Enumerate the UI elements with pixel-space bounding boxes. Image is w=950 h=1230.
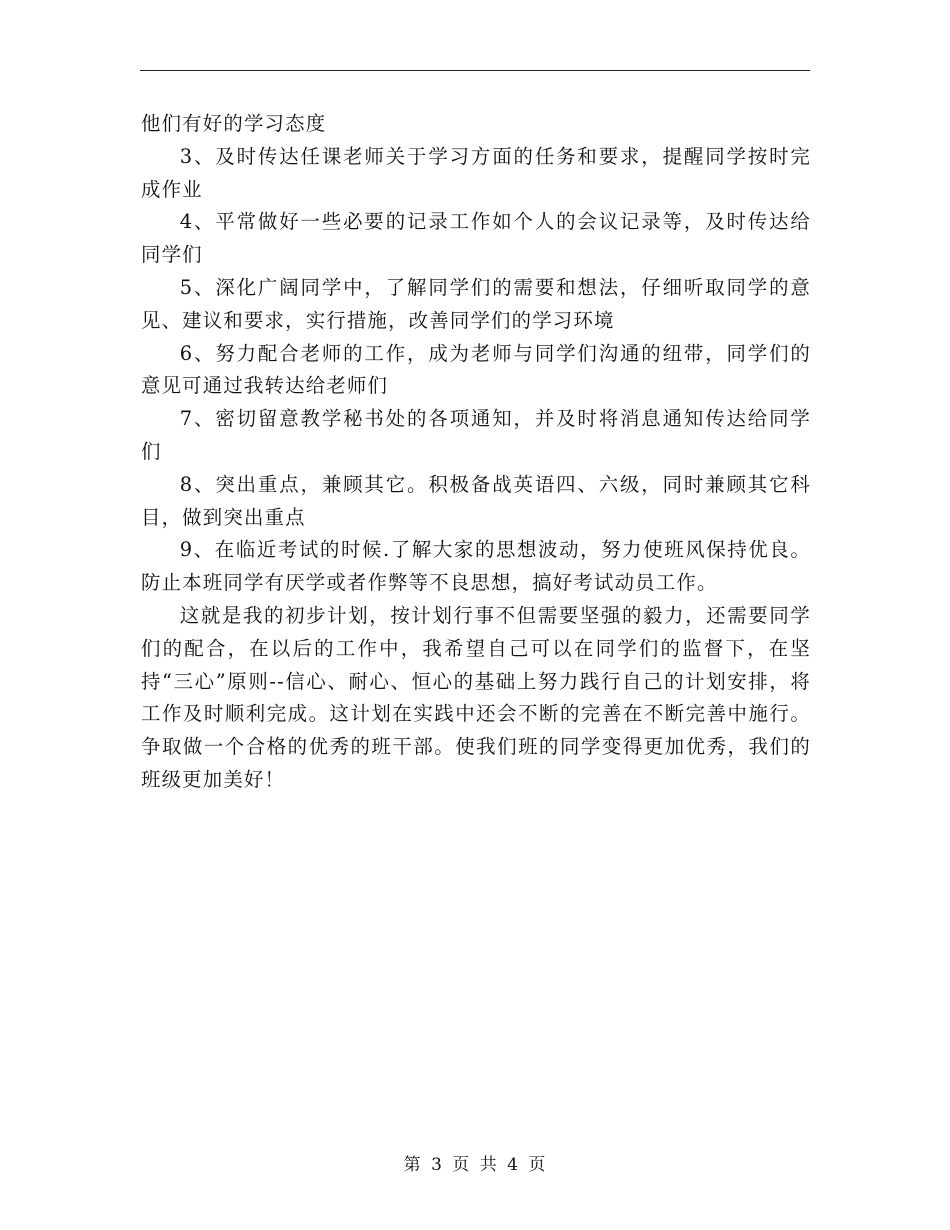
list-item-8: 8、突出重点，兼顾其它。积极备战英语四、六级，同时兼顾其它科目，做到突出重点 [141,472,811,529]
document-body [141,108,811,797]
list-item-3: 3、及时传达任课老师关于学习方面的任务和要求，提醒同学按时完成作业 [141,144,811,201]
list-item-5: 5、深化广阔同学中，了解同学们的需要和想法，仔细听取同学的意见、建议和要求，实行措施，改善同学们的学习环境 [141,275,811,332]
list-item-7: 7、密切留意教学秘书处的各项通知，并及时将消息通知传达给同学们 [141,407,811,463]
paragraph-continuation: 他们有好的学习态度 [141,112,327,135]
page-number-footer: 第 3 页 共 4 页 [403,1155,547,1175]
list-item-6: 6、努力配合老师的工作，成为老师与同学们沟通的纽带，同学们的意见可通过我转达给老师们 [141,341,811,398]
list-item-9: 9、在临近考试的时候.了解大家的思想波动，努力使班风保持优良。防止本班同学有厌学或者作弊等不良思想，搞好考试动员工作。 [141,538,811,595]
list-item-4: 4、平常做好一些必要的记录工作如个人的会议记录等，及时传达给同学们 [141,210,811,267]
header-rule [140,70,810,71]
closing-paragraph: 这就是我的初步计划，按计划行事不但需要坚强的毅力，还需要同学们的配合，在以后的工作中，我希望自己可以在同学们的监督下，在坚持“三心”原则--信心、耐心、恒心的基础上努力践行自己的计划安排，将工作及时顺利完成。这计划在实践中还会不断的完善在不断完善中施行。争取做一个合格的优秀的班干部。使我们班的同学变得更加优秀，我们的班级更加美好！ [141,603,811,791]
